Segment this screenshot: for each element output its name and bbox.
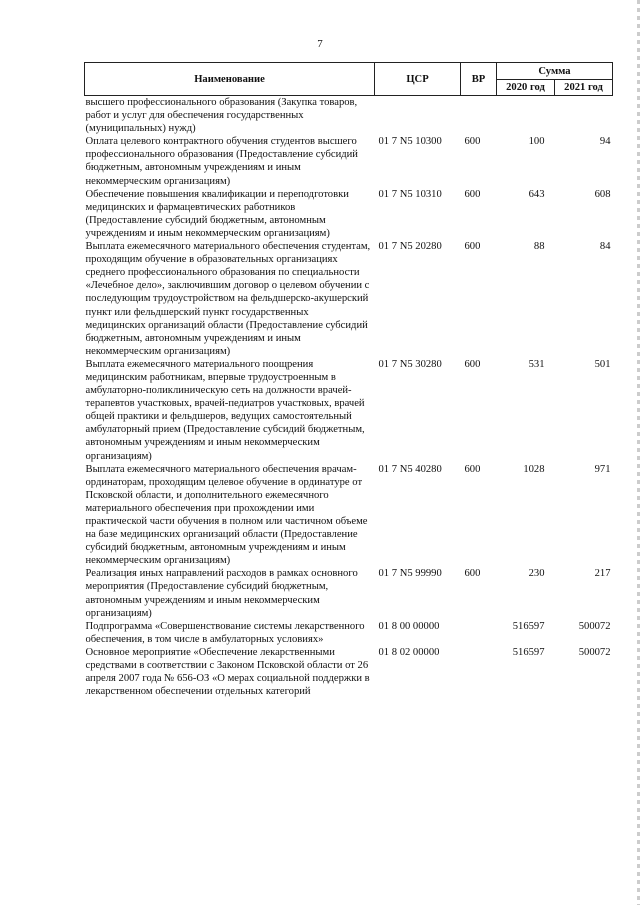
row-sum-2020: 88 bbox=[533, 241, 545, 253]
table-row bbox=[85, 135, 613, 187]
header-sum: Сумма bbox=[497, 63, 613, 80]
row-name: Подпрограмма «Совершенствование системы лекарственного обеспечения, в том числе в амбулаторных условиях» bbox=[85, 620, 365, 645]
table-row bbox=[85, 646, 613, 698]
row-sum-2021: 608 bbox=[594, 188, 611, 200]
row-vr: 600 bbox=[464, 136, 481, 148]
row-sum-2021: 500072 bbox=[578, 646, 611, 658]
row-name: высшего профессионального образования (Закупка товаров, работ и услуг для обеспечения государственных (муниципальных) нужд) bbox=[85, 97, 358, 135]
row-name: Выплата ежемесячного материального обеспечения студентам, проходящим обучение в образовательных организациях среднего профессионального образования по специальности «Лечебное дело», заключившим договор о целевом обучении с последующим трудоустройством на фельдшерско-акушерский пункт или фельдшерский пункт государственных медицинских организаций области (Предоставление субсидий бюджетным, автономным учреждениям и иным некоммерческим организациям) bbox=[85, 241, 371, 357]
row-vr bbox=[461, 646, 497, 698]
row-vr bbox=[461, 96, 497, 136]
header-csr: ЦСР bbox=[375, 63, 461, 96]
row-csr: 01 7 N5 10300 bbox=[378, 136, 442, 148]
header-name: Наименование bbox=[85, 63, 375, 96]
row-csr: 01 7 N5 10310 bbox=[378, 188, 442, 200]
row-vr: 600 bbox=[464, 241, 481, 253]
row-sum-2020: 516597 bbox=[512, 620, 545, 632]
table-row bbox=[85, 620, 613, 646]
row-sum-2020 bbox=[497, 96, 555, 136]
table-row bbox=[85, 463, 613, 568]
row-vr: 600 bbox=[464, 463, 481, 475]
row-sum-2020: 1028 bbox=[523, 463, 545, 475]
row-sum-2020: 643 bbox=[528, 188, 545, 200]
row-vr bbox=[461, 620, 497, 646]
row-sum-2021 bbox=[555, 96, 613, 136]
row-name: Выплата ежемесячного материального обеспечения врачам-ординаторам, проходящим целевое обучение в ординатуре от Псковской области, и дополнительного ежемесячного материального обеспечения при прохождении ими практической части обучения в полном или частичном объеме на базе медицинских организаций области (Предоставление субсидий бюджетным, автономным учреждениям и иным некоммерческим организациям) bbox=[85, 463, 368, 567]
row-sum-2021: 971 bbox=[594, 463, 611, 475]
table-row bbox=[85, 358, 613, 463]
row-csr: 01 7 N5 99990 bbox=[378, 568, 442, 580]
row-csr: 01 7 N5 20280 bbox=[378, 241, 442, 253]
row-vr: 600 bbox=[464, 358, 481, 370]
row-vr: 600 bbox=[464, 188, 481, 200]
row-name: Основное мероприятие «Обеспечение лекарственными средствами в соответствии с Законом Псковской области от 26 апреля 2007 года № 656-ОЗ «О мерах социальной поддержки в лекарственном обеспечении отдельных категорий bbox=[85, 646, 370, 698]
row-csr: 01 8 00 00000 bbox=[378, 620, 440, 632]
row-sum-2021: 217 bbox=[594, 568, 611, 580]
row-name: Оплата целевого контрактного обучения студентов высшего профессионального образования (Предоставление субсидий бюджетным, автономным учреждениям и иным некоммерческим организациям) bbox=[85, 136, 358, 187]
row-vr: 600 bbox=[464, 568, 481, 580]
row-csr: 01 8 02 00000 bbox=[378, 646, 440, 658]
row-sum-2021: 500072 bbox=[578, 620, 611, 632]
row-sum-2021: 84 bbox=[599, 241, 611, 253]
header-vr: ВР bbox=[461, 63, 497, 96]
budget-table bbox=[84, 62, 613, 698]
row-name: Обеспечение повышения квалификации и переподготовки медицинских и фармацевтических работников (Предоставление субсидий бюджетным, автономным учреждениям и иным некоммерческим организациям) bbox=[85, 188, 349, 239]
row-sum-2020: 516597 bbox=[512, 646, 545, 658]
row-csr: 01 7 N5 30280 bbox=[378, 358, 442, 370]
row-csr bbox=[375, 96, 461, 136]
row-name: Реализация иных направлений расходов в рамках основного мероприятия (Предоставление субсидий бюджетным, автономным учреждениям и иным некоммерческим организациям) bbox=[85, 568, 358, 619]
table-row bbox=[85, 188, 613, 240]
table-row bbox=[85, 567, 613, 619]
page-number: 7 bbox=[317, 38, 323, 50]
row-csr: 01 7 N5 40280 bbox=[378, 463, 442, 475]
table-row bbox=[85, 240, 613, 358]
row-sum-2020: 230 bbox=[528, 568, 545, 580]
header-year-2020: 2020 год bbox=[497, 80, 555, 96]
table-header bbox=[85, 63, 613, 96]
row-sum-2020: 531 bbox=[528, 358, 545, 370]
table-row bbox=[85, 96, 613, 136]
row-name: Выплата ежемесячного материального поощрения медицинским работникам, впервые трудоустроенным в амбулаторно-поликлиническую сеть на должности врачей-терапевтов участковых, врачей-педиатров участковых, врачей общей практики и фельдшеров, ведущих самостоятельный амбулаторный прием (Предоставление субсидий бюджетным, автономным учреждениям и иным некоммерческим организациям) bbox=[85, 358, 365, 462]
header-year-2021: 2021 год bbox=[555, 80, 613, 96]
row-sum-2021: 94 bbox=[599, 136, 611, 148]
row-sum-2020: 100 bbox=[528, 136, 545, 148]
row-sum-2021: 501 bbox=[594, 358, 611, 370]
